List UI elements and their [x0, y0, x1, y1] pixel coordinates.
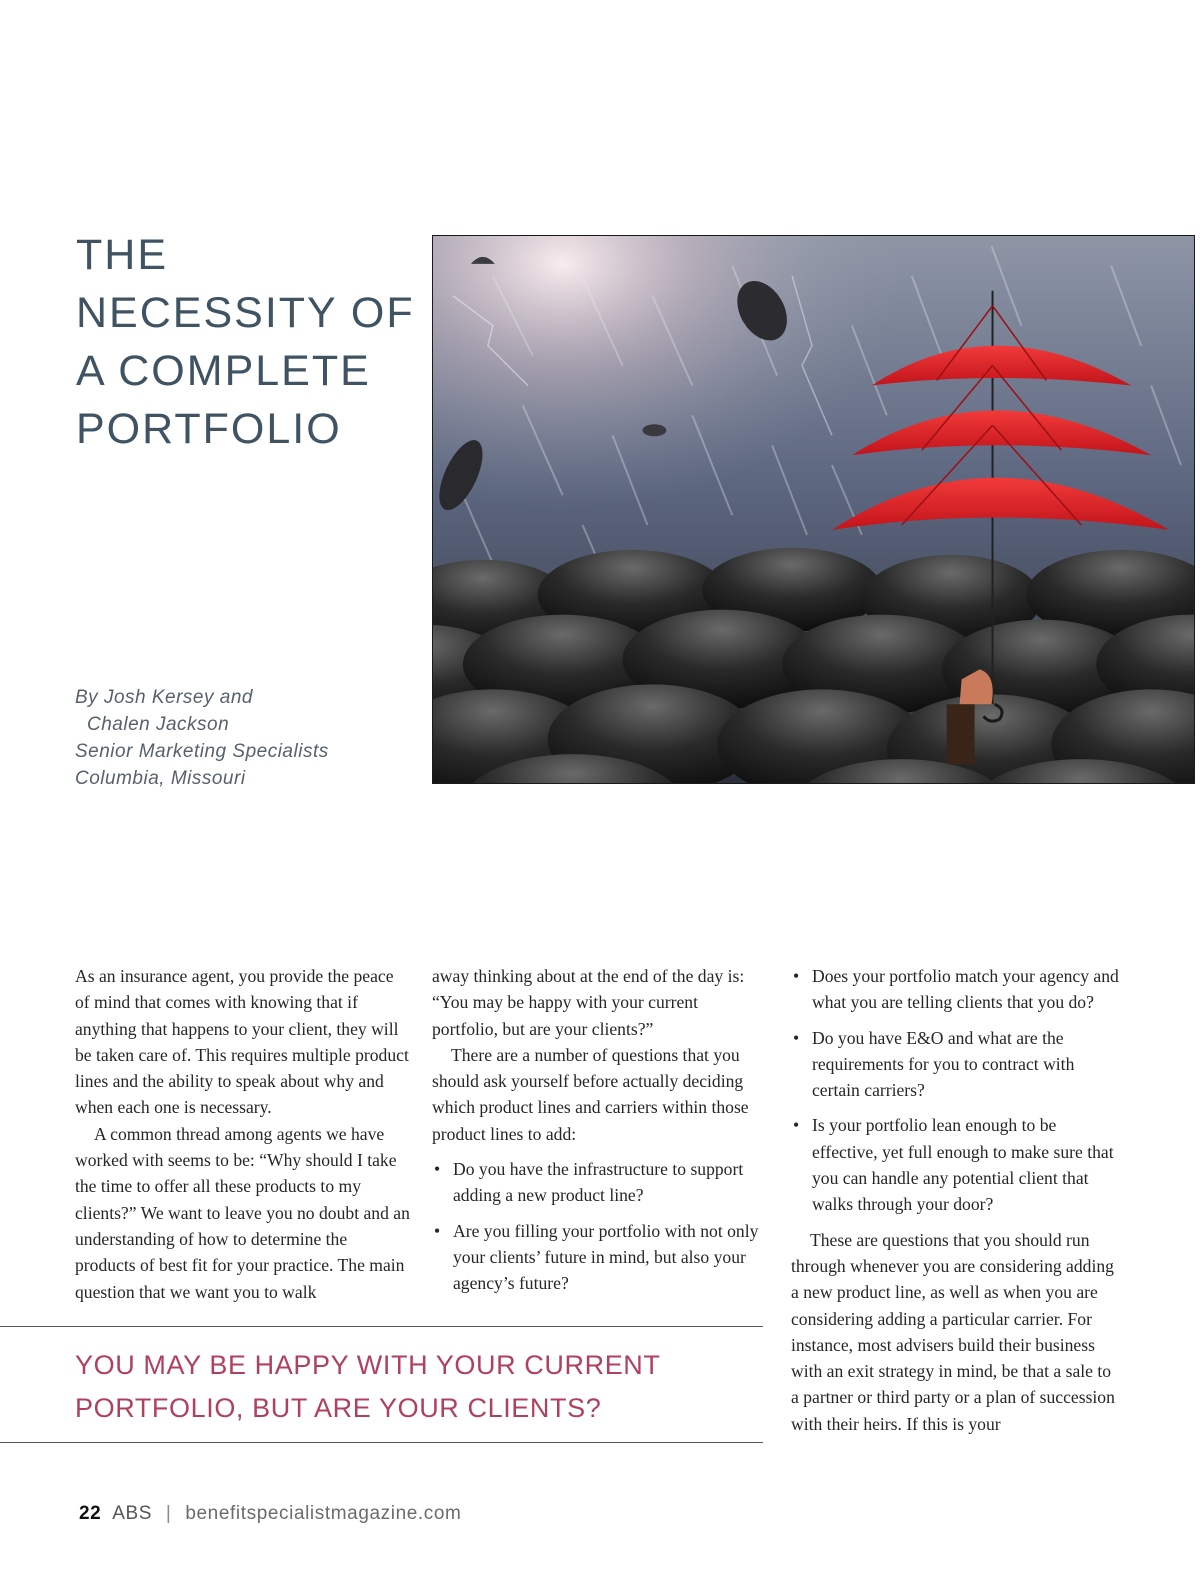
byline-author-2: Chalen Jackson — [87, 714, 230, 735]
question-list — [432, 1156, 766, 1296]
footer-separator: | — [165, 1503, 172, 1524]
body-column-1 — [75, 963, 411, 1305]
byline-authors: By Josh Kersey and — [75, 687, 253, 708]
list-item: • Are you filling your portfolio with not only your clients’ future in mind, but also your agency’s future? — [432, 1218, 766, 1297]
pull-quote-text — [75, 1344, 735, 1430]
title-line: PORTFOLIO — [76, 405, 342, 453]
body-paragraph: These are questions that you should run through whenever you are considering adding a new product line, as well as when you are considering adding a particular carrier. For instance, most advisers build their business with an exit strategy in mind, be that a sale to a partner or third party or a plan of succession with their heirs. If this is your — [791, 1229, 1115, 1434]
title-line: A COMPLETE — [76, 347, 371, 395]
page-number: 22 — [79, 1503, 102, 1524]
red-umbrella-image — [433, 236, 1194, 783]
body-column-3 — [791, 963, 1121, 1437]
byline-location: Columbia, Missouri — [75, 768, 246, 789]
article-title — [76, 226, 421, 458]
title-line: NECESSITY OF — [76, 289, 415, 337]
body-column-2 — [432, 963, 766, 1306]
list-item: • Do you have the infrastructure to support adding a new product line? — [432, 1156, 766, 1209]
byline — [75, 684, 415, 792]
website-link[interactable]: benefitspecialistmagazine.com — [185, 1503, 462, 1524]
title-line: THE — [76, 231, 168, 279]
list-item: • Do you have E&O and what are the requirements for you to contract with certain carriers? — [791, 1025, 1121, 1104]
body-paragraph: As an insurance agent, you provide the peace of mind that comes with knowing that if anything that happens to your client, they will be taken care of. This requires multiple product lines and the ability to speak about why and when each one is necessary. — [75, 966, 409, 1118]
pull-quote — [0, 1326, 763, 1443]
pull-quote-line: YOU MAY BE HAPPY WITH YOUR CURRENT — [75, 1350, 661, 1380]
list-item: • Is your portfolio lean enough to be effective, yet full enough to make sure that you can handle any potential client that walks through your door? — [791, 1112, 1121, 1217]
list-item: • Does your portfolio match your agency and what you are telling clients that you do? — [791, 963, 1121, 1016]
pull-quote-line: PORTFOLIO, BUT ARE YOUR CLIENTS? — [75, 1393, 602, 1423]
body-paragraph: A common thread among agents we have worked with seems to be: “Why should I take the time to offer all these products to my clients?” We want to leave you no doubt and an understanding of how to determine the products of best fit for your practice. The main question that we want you to walk — [75, 1123, 410, 1302]
magazine-name: ABS — [112, 1503, 153, 1524]
body-paragraph: away thinking about at the end of the day is: “You may be happy with your current portfolio, but are your clients?” — [432, 966, 745, 1039]
hero-image — [432, 235, 1195, 784]
question-list — [791, 963, 1121, 1218]
page-footer — [79, 1503, 462, 1525]
body-paragraph: There are a number of questions that you should ask yourself before actually deciding which product lines and carriers within those product lines to add: — [432, 1044, 749, 1144]
byline-role: Senior Marketing Specialists — [75, 741, 329, 762]
